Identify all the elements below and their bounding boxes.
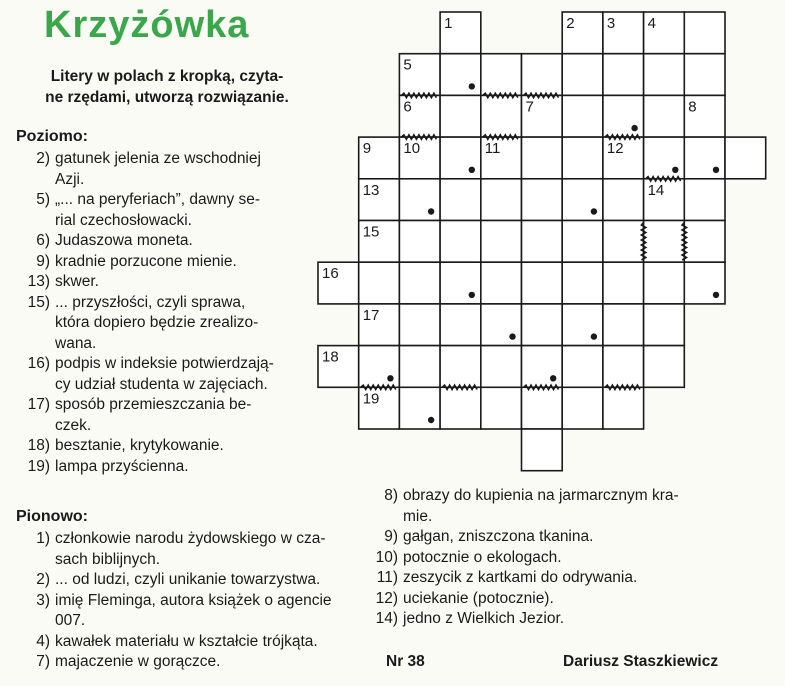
cell-number: 12 xyxy=(606,140,624,158)
grid-cell xyxy=(522,179,563,221)
clue-text-line: wana. xyxy=(55,334,97,352)
clue-text-line: uciekanie (potocznie). xyxy=(403,589,554,607)
instructions-line: Litery w polach z kropką, czyta- xyxy=(50,68,284,85)
clue-number: 18) xyxy=(27,437,50,454)
grid-cell xyxy=(440,179,481,221)
clue-text-line: 007. xyxy=(55,612,86,629)
grid-cell xyxy=(684,221,725,263)
clue-text-line: ... od ludzi, czyli unikanie towarzystwa. xyxy=(55,571,321,588)
puzzle-title: Krzyżówka xyxy=(44,4,250,46)
cell-number: 3 xyxy=(606,15,616,32)
solution-dot xyxy=(672,167,678,173)
grid-cell xyxy=(399,346,440,388)
grid-cell xyxy=(562,95,603,137)
clue-text-line: członkowie narodu żydowskiego w cza- xyxy=(55,530,326,547)
grid-cell xyxy=(359,262,400,304)
grid-cell xyxy=(481,179,522,221)
clue-number: 17) xyxy=(27,396,50,413)
clue-text-line: „... na peryferiach”, dawny se- xyxy=(55,191,261,208)
clue-text-line: ... przyszłości, czyli sprawa, xyxy=(55,293,246,311)
clue-number: 12) xyxy=(375,589,398,607)
cell-number: 6 xyxy=(403,98,412,116)
grid-cell xyxy=(644,346,685,388)
grid-cell xyxy=(522,387,563,429)
grid-cell xyxy=(522,304,563,346)
clue-text-line: jedno z Wielkich Jezior. xyxy=(403,610,565,627)
cell-number: 13 xyxy=(362,181,380,199)
clue-number: 5) xyxy=(36,191,50,208)
grid-cell xyxy=(481,304,522,346)
grid-cell xyxy=(522,346,563,388)
cell-number: 15 xyxy=(362,223,380,241)
grid-cell xyxy=(603,346,644,388)
solution-dot xyxy=(428,417,434,423)
grid-cell xyxy=(399,387,440,429)
grid-cell xyxy=(644,54,685,96)
clue-number: 14) xyxy=(375,610,398,627)
grid-cell xyxy=(399,304,440,346)
cell-number: 10 xyxy=(403,140,421,158)
clue-text-line: besztanie, krytykowanie. xyxy=(55,437,224,454)
grid-cell xyxy=(481,262,522,304)
grid-cell xyxy=(440,221,481,263)
grid-cell xyxy=(603,95,644,137)
cell-number: 18 xyxy=(322,348,339,366)
grid-cell xyxy=(603,304,644,346)
clue-number: 7) xyxy=(36,653,50,670)
clue-text-line: sposób przemieszczania be- xyxy=(55,396,252,413)
grid-cell xyxy=(644,262,685,304)
clue-text-line: obrazy do kupienia na jarmarcznym kra- xyxy=(403,487,679,504)
grid-cell xyxy=(603,54,644,96)
cell-number: 7 xyxy=(525,98,534,116)
clue-number: 15) xyxy=(27,293,50,311)
solution-dot xyxy=(631,125,637,131)
grid-cell xyxy=(603,387,644,429)
grid-cell xyxy=(522,54,563,96)
solution-dot xyxy=(469,83,475,89)
clue-number: 6) xyxy=(36,232,50,249)
cell-number: 9 xyxy=(362,140,372,158)
solution-dot xyxy=(550,375,556,381)
clue-text-line: kawałek materiału w kształcie trójkąta. xyxy=(55,632,318,650)
clue-text-line: która dopiero będzie zrealizo- xyxy=(55,314,259,331)
grid-cell xyxy=(440,54,481,96)
clue-text-line: rial czechosłowacki. xyxy=(55,211,192,229)
grid-cell xyxy=(522,137,563,179)
clue-text-line: kradnie porzucone mienie. xyxy=(55,252,237,270)
clue-text-line: potocznie o ekologach. xyxy=(403,548,562,566)
cell-number: 1 xyxy=(444,15,453,32)
grid-cell xyxy=(562,137,603,179)
grid-cell xyxy=(440,262,481,304)
clue-text-line: cy udział studenta w zajęciach. xyxy=(55,375,268,393)
grid-cell xyxy=(481,387,522,429)
clue-text-line: gałgan, zniszczona tkanina. xyxy=(403,528,594,545)
clue-text-line: Judaszowa moneta. xyxy=(55,232,193,249)
grid-cell xyxy=(399,262,440,304)
grid-cell xyxy=(359,346,400,388)
grid-cell xyxy=(481,95,522,137)
cell-number: 19 xyxy=(362,390,380,408)
grid-cell xyxy=(522,429,563,471)
grid-cell xyxy=(603,221,644,263)
clue-number: 19) xyxy=(27,457,50,475)
grid-cell xyxy=(644,137,685,179)
grid-cell xyxy=(562,304,603,346)
solution-dot xyxy=(591,208,597,214)
grid-cell xyxy=(440,387,481,429)
cell-number: 4 xyxy=(647,15,656,32)
clue-number: 9) xyxy=(384,528,398,545)
solution-dot xyxy=(591,333,597,339)
cell-number: 16 xyxy=(322,265,339,283)
grid-cell xyxy=(481,346,522,388)
grid-cell xyxy=(644,221,685,263)
grid-cell xyxy=(440,137,481,179)
solution-dot xyxy=(713,292,719,298)
clue-text-line: skwer. xyxy=(55,273,99,290)
solution-dot xyxy=(428,208,434,214)
issue-number: Nr 38 xyxy=(386,653,425,670)
author-name: Dariusz Staszkiewicz xyxy=(563,653,719,670)
clue-text-line: zeszycik z kartkami do odrywania. xyxy=(403,569,638,586)
grid-cell xyxy=(481,221,522,263)
cell-number: 14 xyxy=(647,181,665,199)
clue-number: 10) xyxy=(375,548,398,566)
grid-cell xyxy=(684,262,725,304)
grid-cell xyxy=(562,387,603,429)
clue-number: 4) xyxy=(36,632,50,650)
grid-cell xyxy=(603,262,644,304)
solution-dot xyxy=(509,333,515,339)
clue-text-line: gatunek jelenia ze wschodniej xyxy=(55,150,261,167)
cell-number: 11 xyxy=(484,140,501,158)
grid-cell xyxy=(440,304,481,346)
clue-number: 3) xyxy=(36,591,50,609)
cell-number: 8 xyxy=(688,98,697,116)
clue-text-line: sach biblijnych. xyxy=(55,550,161,568)
solution-dot xyxy=(469,292,475,298)
down-heading: Pionowo: xyxy=(16,508,88,525)
clue-text-line: podpis w indeksie potwierdzają- xyxy=(55,355,274,372)
clue-number: 2) xyxy=(36,571,50,588)
solution-dot xyxy=(387,375,393,381)
grid-cell xyxy=(562,179,603,221)
clue-number: 11) xyxy=(376,569,398,586)
clue-text-line: lampa przyścienna. xyxy=(55,457,189,475)
clue-text-line: majaczenie w gorączce. xyxy=(55,653,221,670)
clue-text-line: mie. xyxy=(403,507,433,525)
grid-cell xyxy=(399,221,440,263)
clue-number: 8) xyxy=(384,487,398,504)
grid-cell xyxy=(684,12,725,54)
clue-number: 9) xyxy=(36,252,50,270)
grid-cell xyxy=(684,137,725,179)
grid-cell xyxy=(440,346,481,388)
grid-cell xyxy=(562,54,603,96)
solution-dot xyxy=(713,167,719,173)
clue-number: 1) xyxy=(36,530,50,547)
grid-cell xyxy=(399,179,440,221)
grid-cell xyxy=(562,221,603,263)
grid-cell xyxy=(684,179,725,221)
clue-text-line: czek. xyxy=(55,416,92,434)
across-heading: Poziomo: xyxy=(16,128,88,145)
cell-number: 5 xyxy=(403,56,412,74)
clue-number: 2) xyxy=(36,150,50,167)
grid-cell xyxy=(562,346,603,388)
cell-number: 17 xyxy=(362,306,380,324)
solution-dot xyxy=(469,167,475,173)
grid-cell xyxy=(725,137,766,179)
clue-text-line: Azji. xyxy=(55,170,85,188)
grid-cell xyxy=(603,179,644,221)
instructions-line: ne rzędami, utworzą rozwiązanie. xyxy=(45,89,289,106)
clue-text-line: imię Fleminga, autora książek o agencie xyxy=(55,591,332,609)
cell-number: 2 xyxy=(566,15,575,32)
grid-cell xyxy=(522,262,563,304)
grid-cell xyxy=(481,54,522,96)
grid-cell xyxy=(684,54,725,96)
grid-cell xyxy=(522,221,563,263)
clue-number: 16) xyxy=(27,355,50,372)
clue-number: 13) xyxy=(27,273,50,290)
grid-cell xyxy=(440,95,481,137)
grid-cell xyxy=(562,262,603,304)
grid-cell xyxy=(644,304,685,346)
grid-cell xyxy=(644,95,685,137)
